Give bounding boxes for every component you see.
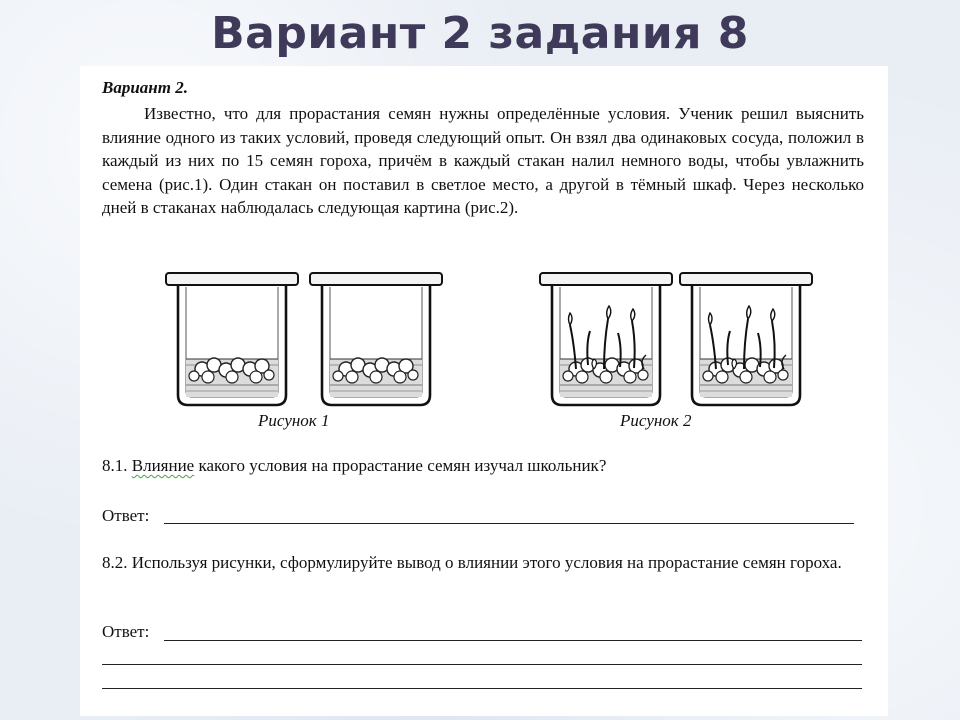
figures	[80, 261, 888, 436]
answer-line-8-1[interactable]	[164, 523, 854, 524]
worksheet	[80, 66, 888, 716]
answer-line-8-2-c[interactable]	[102, 688, 862, 689]
jar-fig2-left	[540, 273, 672, 405]
figure1-caption: Рисунок 1	[258, 411, 330, 430]
answer-line-8-2-b[interactable]	[102, 664, 862, 665]
task-intro-text: Известно, что для прорастания семян нужны определённые условия. Ученик решил выяснить влияние одного из таких условий, проведя следующий опыт. Он взял два одинаковых сосуда, положил в каждый из них по 15 семян гороха, причём в каждый стакан налил немного воды, чтобы увлажнить семена (рис.1). Один стакан он поставил в светлое место, а другой в тёмный шкаф. Через несколько дней в стаканах наблюдалась следующая картина (рис.2).	[102, 104, 864, 218]
experiment-illustration	[80, 261, 888, 411]
jar-fig1-left	[166, 273, 298, 405]
answer-label-8-2: Ответ:	[102, 622, 150, 641]
slide-title: Вариант 2 задания 8	[211, 8, 749, 59]
jar-fig1-right	[310, 273, 442, 405]
question-8-1-rest: какого условия на прорастание семян изучал школьник?	[198, 456, 607, 475]
figure2-caption: Рисунок 2	[620, 411, 692, 430]
variant-label: Вариант 2.	[102, 78, 188, 97]
question-8-1	[102, 456, 606, 476]
jar-fig2-right	[680, 273, 812, 405]
question-8-1-word: Влияние	[131, 456, 195, 475]
question-8-2: 8.2. Используя рисунки, сформулируйте вывод о влиянии этого условия на прорастание семян гороха.	[102, 553, 842, 572]
answer-label-8-1: Ответ:	[102, 506, 150, 525]
answer-line-8-2-a[interactable]	[164, 640, 862, 641]
question-8-1-number: 8.1.	[102, 456, 128, 475]
